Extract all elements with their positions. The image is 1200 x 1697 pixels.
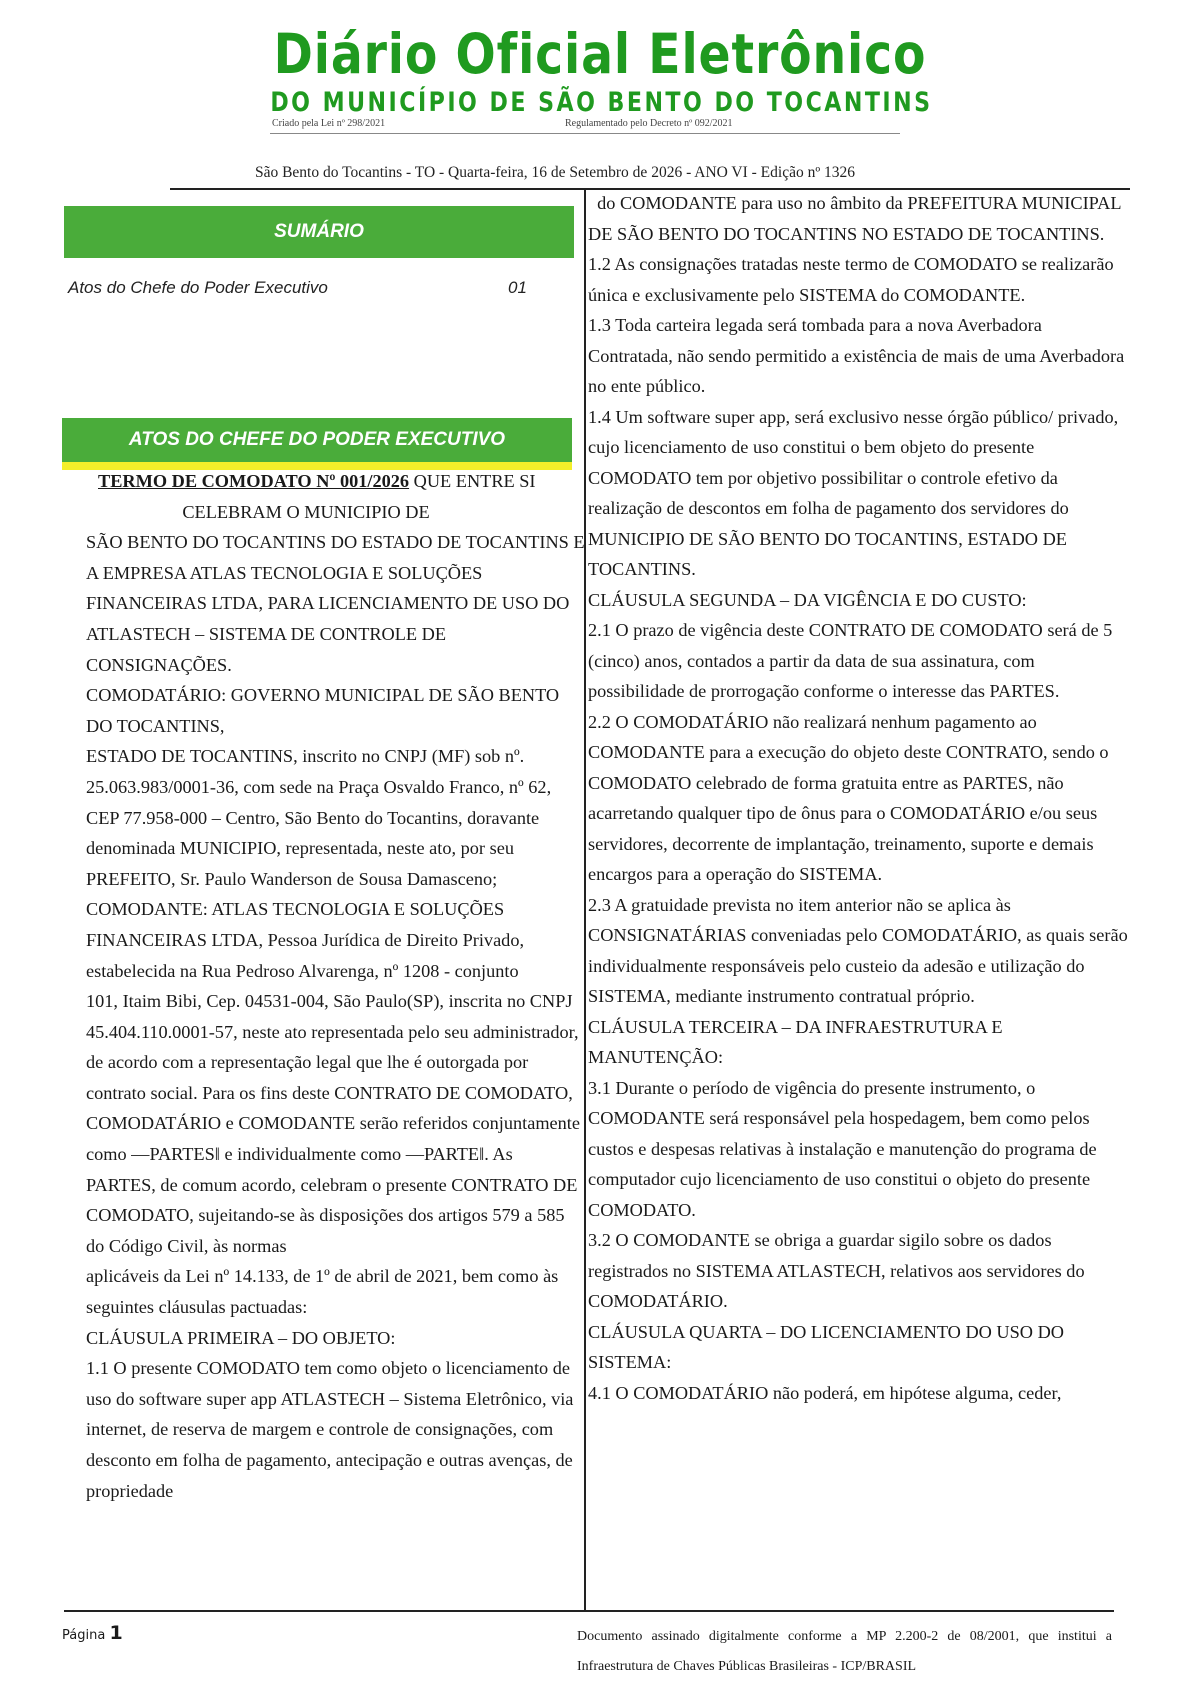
right-paragraph: 1.2 As consignações tratadas neste termo de COMODATO se realizarão única e exclusivamente pelo SISTEMA do COMODANTE. [588, 254, 1114, 305]
masthead-divider [270, 133, 900, 134]
term-heading: TERMO DE COMODATO Nº 001/2026 [98, 471, 410, 491]
masthead-title: Diário Oficial Eletrônico [273, 22, 927, 86]
section-heading: ATOS DO CHEFE DO PODER EXECUTIVO [62, 418, 572, 462]
right-paragraph: 1.4 Um software super app, será exclusivo nesse órgão público/ privado, cujo licenciamento de uso constitui o bem objeto do presente COMODATO tem por objetivo possibilitar o controle efetivo da realização de descontos em folha de pagamento dos servidores do MUNICIPIO DE SÃO BENTO DO TOCANTINS, ESTADO DE TOCANTINS. [588, 406, 1119, 579]
left-paragraph: 1.1 O presente COMODATO tem como objeto o licenciamento de uso do software super app ATLASTECH – Sistema Eletrônico, via internet, de reserva de margem e controle de consignações, com desconto em folha de pagamento, antecipação e outras avenças, de propriedade [86, 1358, 574, 1501]
page-indicator [62, 1622, 123, 1644]
left-paragraph: aplicáveis da Lei nº 14.133, de 1º de abril de 2021, bem como às seguintes cláusulas pactuadas: [86, 1266, 559, 1318]
right-paragraph: 2.2 O COMODATÁRIO não realizará nenhum pagamento ao COMODANTE para a execução do objeto deste CONTRATO, sendo o COMODATO celebrado de forma gratuita entre as PARTES, não acarretando qualquer tipo de ônus para o COMODATÁRIO e/ou seus servidores, decorrente de implantação, treinamento, suporte e demais encargos para a operação do SISTEMA. [588, 711, 1109, 884]
right-column [588, 188, 1128, 1408]
summary-item-page: 01 [508, 278, 527, 297]
right-paragraph: 3.2 O COMODANTE se obriga a guardar sigilo sobre os dados registrados no SISTEMA ATLASTECH, relativos aos servidores do COMODATÁRIO. [588, 1230, 1085, 1311]
term-heading-rest: QUE ENTRE SI [409, 471, 536, 491]
left-paragraph: COMODATÁRIO: GOVERNO MUNICIPAL DE SÃO BENTO DO TOCANTINS, [86, 685, 560, 736]
right-paragraph: CLÁUSULA TERCEIRA – DA INFRAESTRUTURA E MANUTENÇÃO: [588, 1016, 1003, 1067]
summary-heading: SUMÁRIO [64, 206, 574, 258]
right-paragraph: do COMODANTE para uso no âmbito da PREFEITURA MUNICIPAL [588, 193, 1122, 213]
footer-divider [64, 1610, 1114, 1612]
left-paragraph: 101, Itaim Bibi, Cep. 04531-004, São Paulo(SP), inscrita no CNPJ 45.404.110.0001-57, neste ato representada pelo seu administrador, de acordo com a representação legal que lhe é outorgada por contrato social. Para os fins deste CONTRATO DE COMODATO, COMODATÁRIO e COMODANTE serão referidos conjuntamente como ―PARTES‖ e individualmente como ―PARTE‖. As PARTES, de comum acordo, celebram o presente CONTRATO DE COMODATO, sujeitando-se às disposições dos artigos 579 a 585 do Código Civil, às normas [86, 991, 580, 1256]
term-heading-line [86, 466, 586, 497]
digital-signature-note: Documento assinado digitalmente conforme a MP 2.200-2 de 08/2001, que institui a Infraestrutura de Chaves Públicas Brasileiras - ICP/BRASIL [577, 1629, 1112, 1674]
left-paragraph: ESTADO DE TOCANTINS, inscrito no CNPJ (MF) sob nº. 25.063.983/0001-36, com sede na Praça Osvaldo Franco, nº 62, CEP 77.958-000 – Centro, São Bento do Tocantins, doravante denominada MUNICIPIO, representada, neste ato, por seu PREFEITO, Sr. Paulo Wanderson de Sousa Damasceno; COMODANTE: ATLAS TECNOLOGIA E SOLUÇÕES FINANCEIRAS LTDA, Pessoa Jurídica de Direito Privado, estabelecida na Rua Pedroso Alvarenga, nº 1208 - conjunto [86, 746, 552, 981]
right-paragraph: 2.1 O prazo de vigência deste CONTRATO DE COMODATO será de 5 (cinco) anos, contados a partir da data de sua assinatura, com possibilidade de prorrogação conforme o interesse das PARTES. [588, 620, 1113, 701]
edition-line: São Bento do Tocantins - TO - Quarta-feira, 16 de Setembro de 2026 - ANO VI - Edição nº 1326 [254, 164, 856, 181]
regulated-by-decree-note: Regulamentado pelo Decreto nº 092/2021 [565, 118, 733, 129]
page-number: 1 [109, 1622, 123, 1644]
masthead-subtitle: DO MUNICÍPIO DE SÃO BENTO DO TOCANTINS [270, 87, 933, 118]
left-column [86, 466, 586, 1506]
right-paragraph: DE SÃO BENTO DO TOCANTINS NO ESTADO DE TOCANTINS. [588, 223, 1105, 244]
right-paragraph: CLÁUSULA QUARTA – DO LICENCIAMENTO DO USO DO SISTEMA: [588, 1321, 1064, 1372]
left-paragraph: SÃO BENTO DO TOCANTINS DO ESTADO DE TOCANTINS E A EMPRESA ATLAS TECNOLOGIA E SOLUÇÕES FINANCEIRAS LTDA, PARA LICENCIAMENTO DE USO DO ATLASTECH – SISTEMA DE CONTROLE DE CONSIGNAÇÕES. [86, 532, 585, 675]
right-paragraph: 4.1 O COMODATÁRIO não poderá, em hipótese alguma, ceder, [588, 1382, 1062, 1403]
created-by-law-note: Criado pela Lei nº 298/2021 [272, 118, 386, 129]
left-paragraph: CLÁUSULA PRIMEIRA – DO OBJETO: [86, 1327, 396, 1348]
term-line-2: CELEBRAM O MUNICIPIO DE [182, 501, 430, 522]
summary-item-label[interactable]: Atos do Chefe do Poder Executivo [68, 278, 328, 297]
page-label: Página [62, 1628, 106, 1643]
right-paragraph: 3.1 Durante o período de vigência do presente instrumento, o COMODANTE será responsável pela hospedagem, bem como pelos custos e despesas relativas à instalação e manutenção do programa de computador cujo licenciamento de uso constitui o objeto do presente COMODATO. [588, 1077, 1097, 1220]
right-paragraph: 2.3 A gratuidade prevista no item anterior não se aplica às CONSIGNATÁRIAS conveniadas pelo COMODATÁRIO, as quais serão individualmente responsáveis pelo custeio da adesão e utilização do SISTEMA, mediante instrumento contratual próprio. [588, 894, 1128, 1006]
right-paragraph: CLÁUSULA SEGUNDA – DA VIGÊNCIA E DO CUSTO: [588, 589, 1027, 610]
right-paragraph: 1.3 Toda carteira legada será tombada para a nova Averbadora Contratada, não sendo permitido a existência de mais de uma Averbadora no ente público. [588, 315, 1125, 396]
